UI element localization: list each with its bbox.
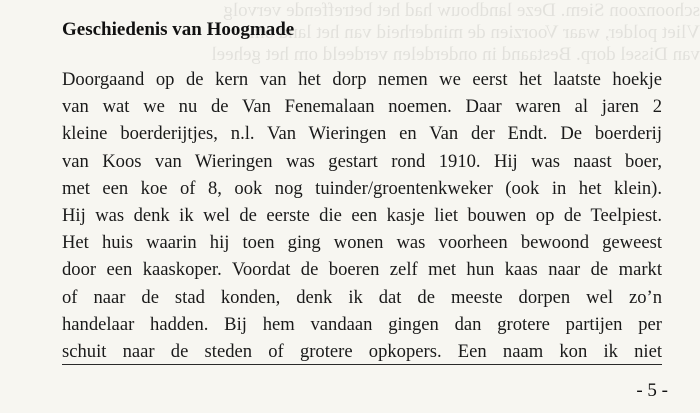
- text-line: door een kaaskoper. Voordat de boeren zelf met hun kaas naar de markt: [62, 259, 662, 281]
- body-paragraph: [62, 66, 662, 365]
- text-line: Hij was denk ik wel de eerste die een kasje liet bouwen op de Teelpiest.: [62, 204, 662, 226]
- text-line: met een koe of 8, ook nog tuinder/groentenkweker (ook in het klein).: [62, 177, 662, 199]
- text-line: schuit naar de steden of grotere opkopers. Een naam kon ik niet: [62, 340, 662, 362]
- text-line: of naar de stad konden, denk ik dat de meeste dorpen wel zo’n: [62, 286, 662, 308]
- page-number: - 5 -: [636, 380, 668, 401]
- text-line: van Koos van Wieringen was gestart rond 1910. Hij was naast boer,: [62, 150, 662, 172]
- text-line: Doorgaand op de kern van het dorp nemen we eerst het laatste hoekje: [62, 69, 662, 90]
- bleed-through-line: schoonzoon Siem. Deze landbouw had het betreffende vervolg: [223, 0, 700, 21]
- text-line: van wat we nu de Van Fenemalaan noemen. Daar waren al jaren 2: [62, 96, 662, 118]
- text-line: Het huis waarin hij toen ging wonen was voorheen bewoond geweest: [62, 232, 662, 254]
- text-line: handelaar hadden. Bij hem vandaan gingen dan grotere partijen per: [62, 313, 662, 335]
- page-heading: Geschiedenis van Hoogmade: [62, 19, 295, 40]
- bleed-through-line: Vliet polder, waar Voorzien de minderheid van het land om: [249, 22, 700, 43]
- text-line: kleine boerderijtjes, n.l. Van Wieringen en Van der Endt. De boerderij: [62, 123, 662, 145]
- footer-rule: [62, 364, 662, 365]
- bleed-through-line: van Dissel dorp. Bestaand in onderdelen verdeeld om het geheel: [211, 44, 700, 65]
